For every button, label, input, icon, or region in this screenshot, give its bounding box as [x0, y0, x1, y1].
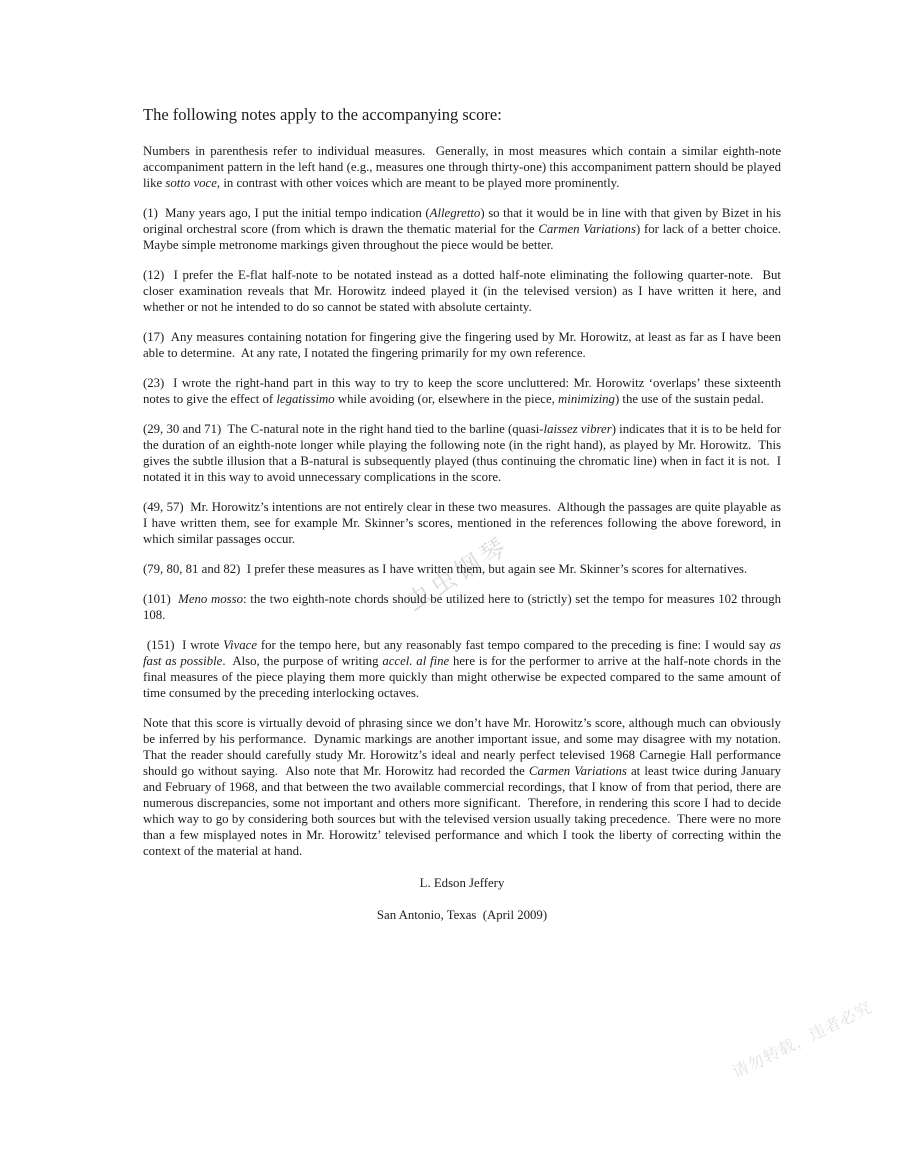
text-run: Note that this score is virtually devoid of phrasing since we don’t have Mr. Horowitz’s score, although much can obviously be inferred by his performance. Dynamic markings are another important issue, and some may disagree with my notation. That the reader should carefully study Mr. Horowitz’s ideal and nearly perfect televised 1968 Carnegie Hall performance should go without saying. Also note that Mr. Horowitz had recorded the [143, 716, 788, 778]
paragraph-5 [143, 375, 785, 407]
text-run: ) for lack of a better choice. Maybe simple metronome markings given throughout the piece would be better. [143, 222, 788, 252]
place-date: San Antonio, Texas (April 2009) [376, 908, 548, 922]
text-run: ) so that it would be in line with that given by Bizet in his original orchestral score (from which is drawn the thematic material for the [143, 206, 785, 236]
text-run: , in contrast with other voices which are meant to be played more prominently. [216, 176, 620, 190]
paragraph-9 [143, 591, 785, 623]
document-body [143, 143, 788, 859]
paragraph-8 [143, 561, 781, 577]
italic-run: accel. al fine [382, 654, 450, 668]
text-run: (49, 57) Mr. Horowitz’s intentions are not entirely clear in these two measures. Although the passages are quite playable as I have written them, see for example Mr. Skinner’s scores, mentioned in the references following the above foreword, in which similar passages occur. [143, 500, 785, 546]
paragraph-2 [143, 205, 788, 253]
text-run: at least twice during January and February of 1968, and that between the two available commercial recordings, that I know of from that period, there are numerous discrepancies, some not important and others more significant. Therefore, in rendering this score I had to decide which way to go by considering both sources but with the televised version usually taking precedence. There were no more than a few misplayed notes in Mr. Horowitz’ televised performance and which I took the liberty of correcting within the context of the material at hand. [143, 764, 785, 858]
paragraph-11 [143, 715, 788, 859]
text-run: while avoiding (or, elsewhere in the piece, [334, 392, 559, 406]
text-run: : the two eighth-note chords should be utilized here to (strictly) set the tempo for measures 102 through 108. [143, 592, 785, 622]
text-run: ) the use of the sustain pedal. [614, 392, 764, 406]
paragraph-6 [143, 421, 785, 485]
italic-run: laissez vibrer [543, 422, 612, 436]
italic-run: as fast as possible [143, 638, 785, 668]
italic-run: legatissimo [276, 392, 335, 406]
text-run: (23) I wrote the right-hand part in this way to try to keep the score uncluttered: Mr. Horowitz ‘overlaps’ these sixteenth notes to give the effect of [143, 376, 785, 406]
italic-run: Carmen Variations [528, 764, 627, 778]
text-run: (1) Many years ago, I put the initial tempo indication ( [143, 206, 430, 220]
text-run: Numbers in parenthesis refer to individual measures. Generally, in most measures which contain a similar eighth-note accompaniment pattern in the left hand (e.g., measures one through thirty-one) this accompaniment pattern should be played like [143, 144, 785, 190]
paragraph-7 [143, 499, 785, 547]
paragraph-10 [143, 637, 785, 701]
text-run: (12) I prefer the E-flat half-note to be notated instead as a dotted half-note eliminating the following quarter-note. But closer examination reveals that Mr. Horowitz indeed played it (in the televised version) as I have written it here, and whether or not he intended to do so cannot be stated with absolute certainty. [143, 268, 785, 314]
text-run: (29, 30 and 71) The C-natural note in the right hand tied to the barline (quasi- [143, 422, 544, 436]
signature: L. Edson Jeffery [419, 876, 505, 890]
italic-run: Carmen Variations [538, 222, 636, 236]
text-run: here is for the performer to arrive at the half-note chords in the final measures of the piece playing them more quickly than might otherwise be expected compared to the same amount of time consumed by the preceding interlocking octaves. [143, 654, 785, 700]
paragraph-1 [143, 143, 785, 191]
document-title: The following notes apply to the accompanying score: [143, 105, 502, 124]
watermark-bottom-right: 请勿转载，违者必究 [729, 997, 876, 1082]
text-run: (17) Any measures containing notation for fingering give the fingering used by Mr. Horowitz, at least as far as I have been able to determine. At any rate, I notated the fingering primarily for my own reference. [143, 330, 785, 360]
italic-run: Vivace [223, 638, 258, 652]
italic-run: Allegretto [429, 206, 481, 220]
italic-run: Meno mosso [178, 592, 244, 606]
text-run: . Also, the purpose of writing [222, 654, 383, 668]
document-content [143, 105, 788, 923]
watermark-center: 虫虫钢琴 [400, 530, 515, 617]
text-run: for the tempo here, but any reasonably fast tempo compared to the preceding is fine: I would say [257, 638, 770, 652]
italic-run: sotto voce [165, 176, 217, 190]
italic-run: minimizing [558, 392, 615, 406]
paragraph-4 [143, 329, 785, 361]
paragraph-3 [143, 267, 785, 315]
text-run: (151) I wrote [143, 638, 224, 652]
text-run: ) indicates that it is to be held for the duration of an eighth-note longer while playing the following note (in the right hand), as played by Mr. Horowitz. This gives the subtle illusion that a B-natural is subsequently played (thus continuing the chromatic line) when in fact it is not. I notated it in this way to avoid unnecessary complications in the score. [143, 422, 785, 484]
text-run: (101) [143, 592, 179, 606]
text-run: (79, 80, 81 and 82) I prefer these measures as I have written them, but again see Mr. Skinner’s scores for alternatives. [143, 562, 748, 576]
